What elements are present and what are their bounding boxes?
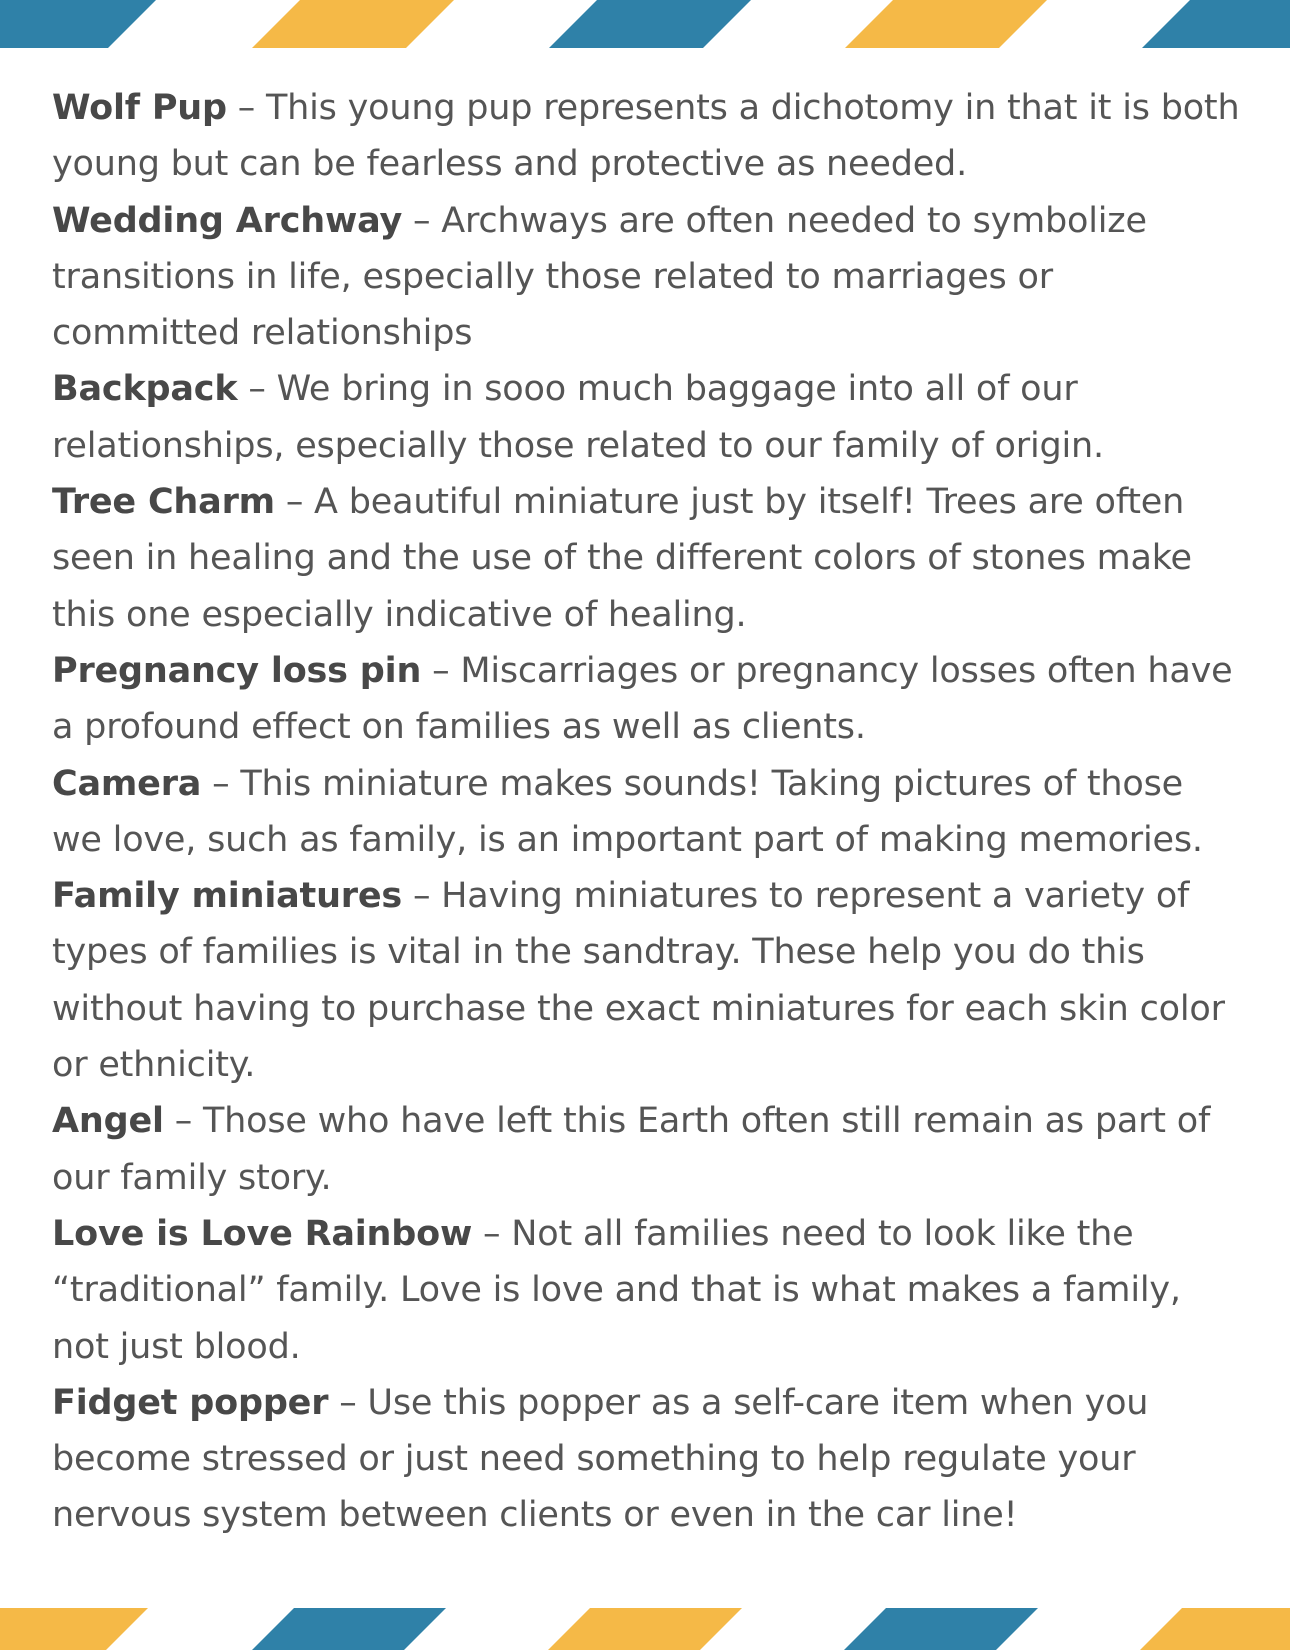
entry-item — [52, 756, 1242, 869]
entry-term: Love is Love Rainbow — [52, 1213, 473, 1254]
bottom-stripe-blue-2 — [844, 1608, 1038, 1650]
entry-description: – This young pup represents a dichotomy in that it is both young but can be fearless and protective as needed. — [52, 88, 1240, 185]
entry-description: – We bring in sooo much baggage into all of our relationships, especially those related to our family of origin. — [52, 369, 1104, 466]
entry-item — [52, 474, 1242, 643]
entry-term: Fidget popper — [52, 1382, 329, 1423]
bottom-stripe-gold-2 — [548, 1608, 742, 1650]
top-stripe-border — [0, 0, 1290, 48]
entry-description: – A beautiful miniature just by itself! Trees are often seen in healing and the use of the different colors of stones make this one especially indicative of healing. — [52, 482, 1192, 635]
top-stripe-gold-1 — [252, 0, 454, 48]
entry-term: Backpack — [52, 369, 238, 410]
top-stripe-gold-2 — [845, 0, 1047, 48]
entry-description: – Miscarriages or pregnancy losses often have a profound effect on families as well as clients. — [52, 650, 1233, 748]
entry-description: – Archways are often needed to symbolize transitions in life, especially those related to marriages or committed relationships — [52, 200, 1147, 354]
entry-description: – Those who have left this Earth often still remain as part of our family story. — [52, 1101, 1211, 1198]
entry-term: Pregnancy loss pin — [52, 650, 422, 691]
entry-item — [52, 80, 1242, 193]
top-stripe-blue-3 — [1142, 0, 1290, 48]
bottom-stripe-blue-1 — [252, 1608, 446, 1650]
top-stripe-blue-1 — [0, 0, 156, 48]
entry-term: Tree Charm — [52, 482, 275, 523]
entry-item — [52, 1093, 1242, 1206]
bottom-stripe-gold-1 — [0, 1608, 148, 1650]
top-stripe-blue-2 — [549, 0, 751, 48]
entry-term: Wedding Archway — [52, 200, 403, 241]
entry-description: – This miniature makes sounds! Taking pictures of those we love, such as family, is an important part of making memories. — [52, 763, 1203, 860]
entry-list — [52, 80, 1242, 1544]
entry-term: Camera — [52, 763, 202, 804]
entry-item — [52, 361, 1242, 474]
entry-item — [52, 1375, 1242, 1544]
entry-item — [52, 193, 1242, 362]
entry-item — [52, 1206, 1242, 1375]
entry-description: – Use this popper as a self-care item when you become stressed or just need something to help regulate your nervous system between clients or even in the car line! — [52, 1382, 1149, 1536]
bottom-stripe-gold-3 — [1140, 1608, 1290, 1650]
entry-description: – Not all families need to look like the “traditional” family. Love is love and that is what makes a family, not just blood. — [52, 1213, 1181, 1367]
entry-description: – Having miniatures to represent a variety of types of families is vital in the sandtray. These help you do this without having to purchase the exact miniatures for each skin color or ethnicity. — [52, 876, 1225, 1086]
entry-term: Wolf Pup — [52, 88, 227, 128]
bottom-stripe-border — [0, 1608, 1290, 1650]
entry-term: Family miniatures — [52, 876, 403, 917]
entry-term: Angel — [52, 1101, 164, 1142]
entry-item — [52, 643, 1242, 756]
entry-item — [52, 868, 1242, 1093]
